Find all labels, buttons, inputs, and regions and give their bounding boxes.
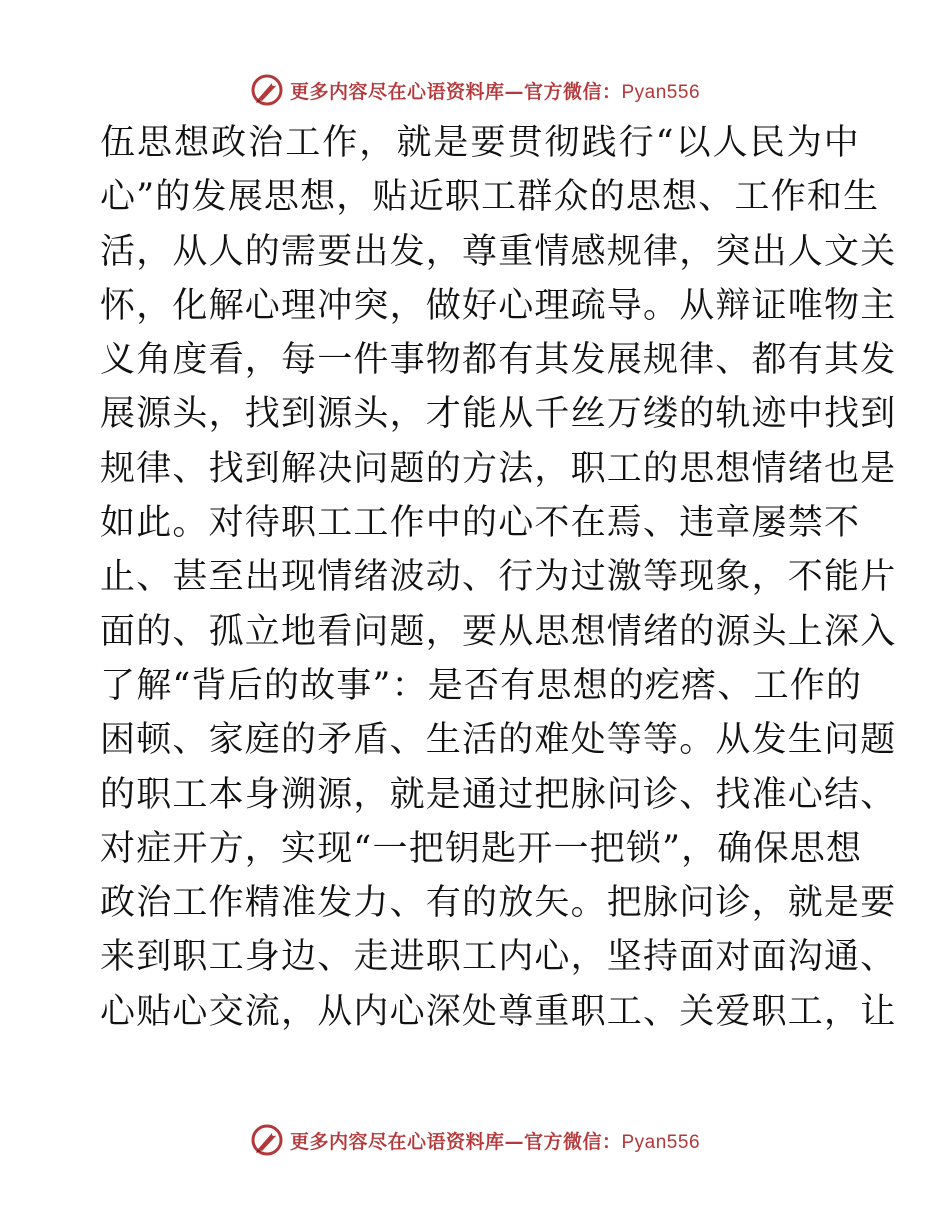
text-line: 规律、找到解决问题的方法，职工的思想情绪也是 bbox=[100, 448, 897, 489]
pen-logo-icon bbox=[250, 1123, 284, 1157]
text-line: 展源头，找到源头，才能从千丝万缕的轨迹中找到 bbox=[100, 394, 897, 435]
text-line: 对症开方，实现“一把钥匙开一把锁”，确保思想 bbox=[100, 828, 863, 869]
text-line: 义角度看，每一件事物都有其发展规律、都有其发 bbox=[100, 340, 897, 381]
text-line: 了解“背后的故事”：是否有思想的疙瘩、工作的 bbox=[100, 665, 863, 706]
watermark-text: 更多内容尽在心语资料库—官方微信：Pyan556 bbox=[289, 1130, 701, 1153]
watermark-text: 更多内容尽在心语资料库—官方微信：Pyan556 bbox=[289, 80, 701, 103]
text-line: 止、甚至出现情绪波动、行为过激等现象，不能片 bbox=[100, 557, 897, 598]
document-body bbox=[100, 116, 897, 1039]
pen-logo-icon bbox=[250, 73, 284, 107]
text-line: 来到职工身边、走进职工内心，坚持面对面沟通、 bbox=[100, 937, 897, 978]
text-line: 的职工本身溯源，就是通过把脉问诊、找准心结、 bbox=[100, 774, 897, 815]
text-line: 怀，化解心理冲突，做好心理疏导。从辩证唯物主 bbox=[100, 285, 897, 326]
text-line: 心”的发展思想，贴近职工群众的思想、工作和生 bbox=[100, 177, 880, 218]
text-line: 政治工作精准发力、有的放矢。把脉问诊，就是要 bbox=[100, 883, 897, 924]
text-line: 困顿、家庭的矛盾、生活的难处等等。从发生问题 bbox=[100, 720, 897, 761]
text-line: 伍思想政治工作，就是要贯彻践行“以人民为中 bbox=[100, 123, 860, 163]
footer-watermark bbox=[0, 1120, 950, 1160]
text-line: 活，从人的需要出发，尊重情感规律，突出人文关 bbox=[100, 231, 897, 272]
header-watermark bbox=[0, 70, 950, 110]
text-line: 面的、孤立地看问题，要从思想情绪的源头上深入 bbox=[100, 611, 897, 652]
text-line: 心贴心交流，从内心深处尊重职工、关爱职工，让 bbox=[100, 991, 897, 1032]
text-line: 如此。对待职工工作中的心不在焉、违章屡禁不 bbox=[100, 503, 861, 544]
